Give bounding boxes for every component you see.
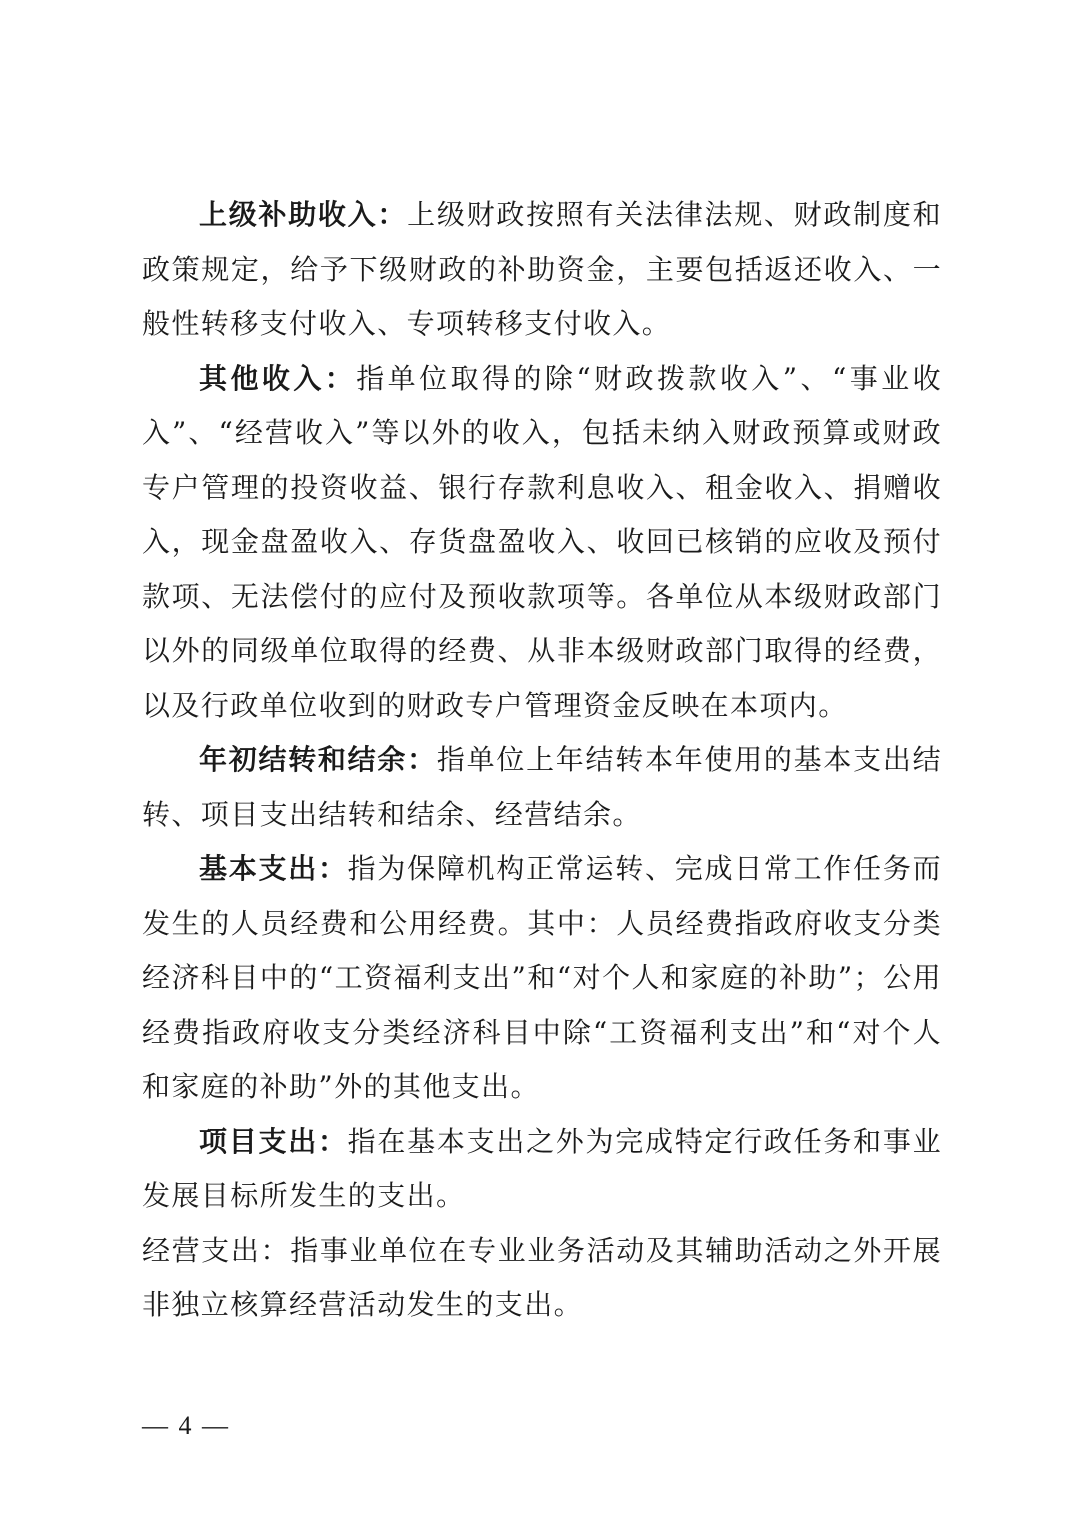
definition-text: 指单位取得的除“财政拨款收入”、“事业收入”、“经营收入”等以外的收入，包括未纳入财政预算或财政专户管理的投资收益、银行存款利息收入、租金收入、捐赠收入，现金盘盈收入、存货盘盈收入、收回已核销的应收及预付款项、无法偿付的应付及预收款项等。各单位从本级财政部门以外的同级单位取得的经费、从非本级财政部门取得的经费，以及行政单位收到的财政专户管理资金反映在本项内。 <box>142 361 942 722</box>
definition-text: 指在基本支出之外为完成特定行政任务和事业发展目标所发生的支出。 <box>142 1124 942 1212</box>
term-carryover-and-balance: 年初结转和结余 <box>199 743 408 776</box>
term-other-income: 其他收入 <box>199 361 325 395</box>
term-project-expenditure: 项目支出 <box>199 1124 318 1158</box>
paragraph-other-income <box>142 352 942 734</box>
document-body <box>142 188 942 1333</box>
term-colon: ： <box>377 198 408 231</box>
paragraph-superior-subsidy-income <box>142 188 942 352</box>
definition-text: 上级财政按照有关法律法规、财政制度和政策规定，给予下级财政的补助资金，主要包括返还收入、一般性转移支付收入、专项转移支付收入。 <box>142 198 942 340</box>
definition-text: 指单位上年结转本年使用的基本支出结转、项目支出结转和结余、经营结余。 <box>142 743 942 831</box>
term-basic-expenditure: 基本支出 <box>199 852 318 885</box>
paragraph-operating-expenditure: 经营支出：指事业单位在专业业务活动及其辅助活动之外开展非独立核算经营活动发生的支出。 <box>142 1233 942 1321</box>
paragraph-basic-expenditure <box>142 842 942 1115</box>
term-colon: ： <box>317 852 348 885</box>
term-superior-subsidy-income: 上级补助收入 <box>199 198 378 231</box>
term-colon: ： <box>317 1124 348 1158</box>
term-colon: ： <box>324 361 357 395</box>
paragraph-project-expenditure <box>142 1115 942 1224</box>
paragraph-carryover-and-balance <box>142 733 942 842</box>
term-colon: ： <box>407 743 437 776</box>
definition-text: 指为保障机构正常运转、完成日常工作任务而发生的人员经费和公用经费。其中：人员经费指政府收支分类经济科目中的“工资福利支出”和“对个人和家庭的补助”；公用经费指政府收支分类经济科目中除“工资福利支出”和“对个人和家庭的补助”外的其他支出。 <box>142 852 942 1103</box>
page-number: — 4 — <box>142 1411 230 1440</box>
